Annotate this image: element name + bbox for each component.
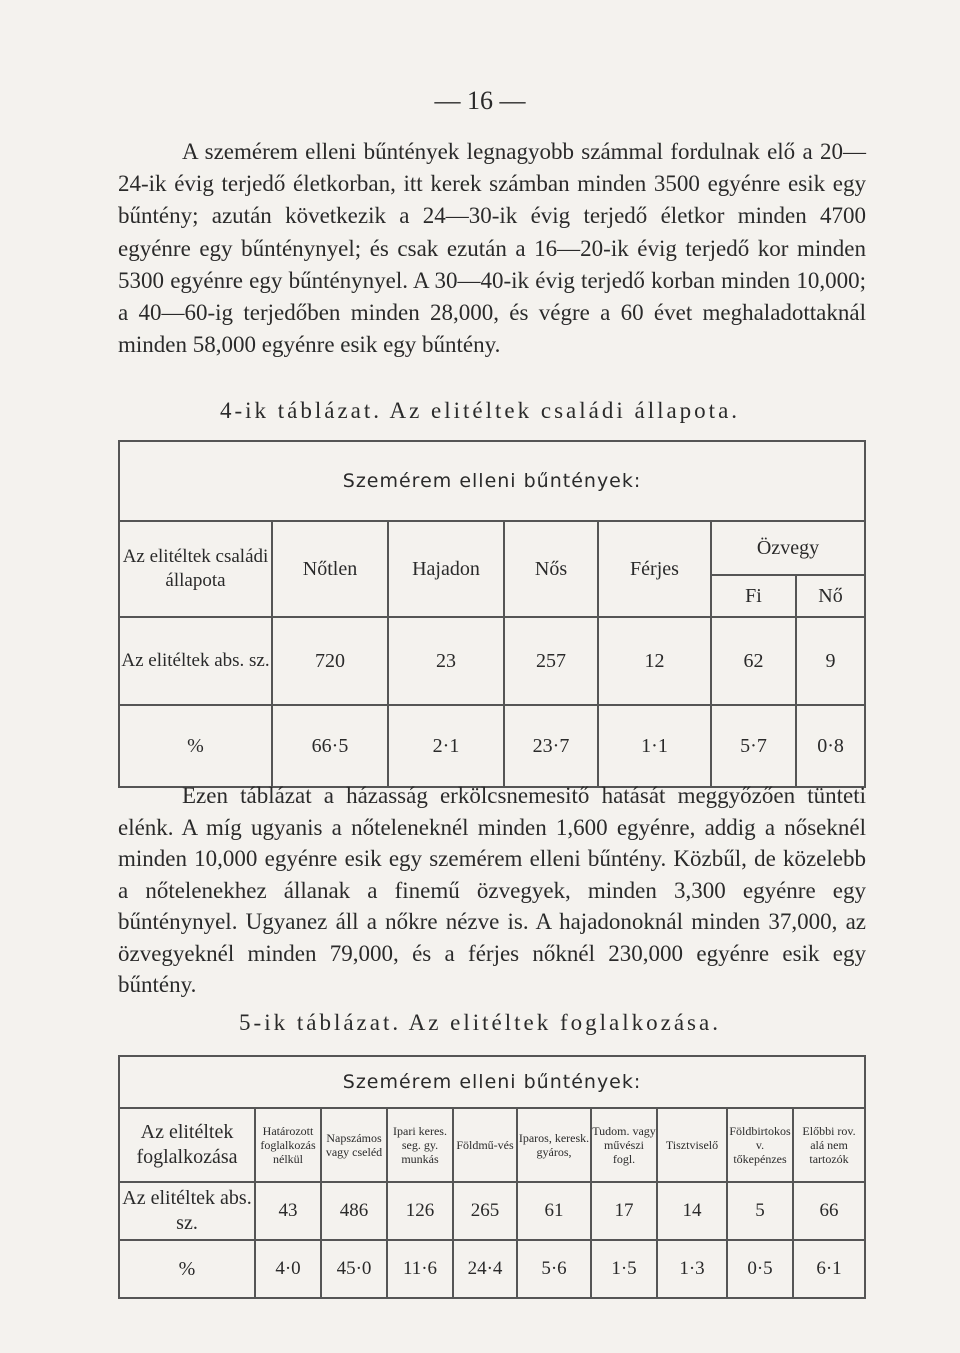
table-occupation	[118, 1055, 866, 1299]
paragraph-intro	[118, 136, 866, 361]
table5-col-7: Tisztviselő	[657, 1108, 727, 1182]
table4-cell: 2·1	[388, 705, 504, 787]
table-row	[119, 1240, 865, 1298]
table5-cell: 265	[453, 1182, 517, 1240]
table5-cell: 45·0	[321, 1240, 387, 1298]
table5-row-abs-label: Az elitéltek abs. sz.	[119, 1182, 255, 1240]
table5-col-1: Határozott foglalkozás nélkül	[255, 1108, 321, 1182]
table-marital-status	[118, 440, 866, 788]
table4-cell: 23	[388, 617, 504, 705]
table5-cell: 5·6	[517, 1240, 591, 1298]
table4-col-ozvegy-no: Nő	[796, 575, 865, 617]
table5-col-3: Ipari keres. seg. gy. munkás	[387, 1108, 453, 1182]
table5-col-5: Iparos, keresk. gyáros,	[517, 1108, 591, 1182]
table4-cell: 1·1	[598, 705, 711, 787]
table5-cell: 126	[387, 1182, 453, 1240]
table4-col-notlen: Nőtlen	[272, 521, 388, 617]
table5-cell: 0·5	[727, 1240, 793, 1298]
table5-cell: 6·1	[793, 1240, 865, 1298]
table5-cell: 486	[321, 1182, 387, 1240]
table4-row-label-header: Az elitéltek családi állapota	[119, 521, 272, 617]
table5-cell: 1·5	[591, 1240, 657, 1298]
table5-header: Szemérem elleni bűntények:	[119, 1056, 865, 1108]
table-row	[119, 617, 865, 705]
table4-cell: 62	[711, 617, 796, 705]
table5-cell: 61	[517, 1182, 591, 1240]
page-number: — 16 —	[434, 86, 526, 115]
table4-caption: 4-ik táblázat. Az elitéltek családi állapota.	[219, 398, 741, 423]
table5-cell: 11·6	[387, 1240, 453, 1298]
table5-col-2: Napszámos vagy cseléd	[321, 1108, 387, 1182]
table4-cell: 12	[598, 617, 711, 705]
table4-cell: 9	[796, 617, 865, 705]
table5-col-9: Előbbi rov. alá nem tartozók	[793, 1108, 865, 1182]
table4-cell: 0·8	[796, 705, 865, 787]
table4-cell: 5·7	[711, 705, 796, 787]
table5-row-pct-label: %	[119, 1240, 255, 1298]
table5-cell: 66	[793, 1182, 865, 1240]
table5-row-label-header: Az elitéltek foglalkozása	[119, 1108, 255, 1182]
table4-col-ferjes: Férjes	[598, 521, 711, 617]
table5-cell: 17	[591, 1182, 657, 1240]
table4-row-pct-label: %	[119, 705, 272, 787]
table4-cell: 720	[272, 617, 388, 705]
table5-caption: 5-ik táblázat. Az elitéltek foglalkozása.	[239, 1010, 721, 1035]
table5-cell: 43	[255, 1182, 321, 1240]
table5-col-8: Földbirtokos v. tőkepénzes	[727, 1108, 793, 1182]
paragraph-analysis	[118, 780, 866, 1001]
table5-cell: 24·4	[453, 1240, 517, 1298]
table5-cell: 1·3	[657, 1240, 727, 1298]
table5-cell: 5	[727, 1182, 793, 1240]
table4-col-hajadon: Hajadon	[388, 521, 504, 617]
paragraph-analysis-text: Ezen táblázat a házasság erkölcsnemesitő hatását meggyőzően tünteti elénk. A míg ugyanis a nőteleneknél minden 1,600 egyénre, addig a nőseknél minden 10,000 egyénre esik egy szemérem elleni bűntény. Közbűl, de közelebb a nőtelenekhez állanak a finemű özvegyek, minden 3,300 egyénre egy bűnténynyel. Ugyanez áll a nőkre nézve is. A hajadonoknál minden 37,000, az özvegyeknél minden 79,000, és a férjes nőknél 230,000 egyénre esik egy bűntény.	[118, 783, 866, 997]
table-row	[119, 705, 865, 787]
paragraph-intro-text: A szemérem elleni bűntények legnagyobb számmal fordulnak elő a 20—24-ik évig terjedő életkorban, itt kerek számban minden 3500 egyénre esik egy bűntény; azután következik a 24—30-ik évig terjedő életkor minden 4700 egyénre egy bűnténynyel; és csak ezután a 16—20-ik évig terjedő kor minden 5300 egyénre egy bűnténynyel. A 30—40-ik évig terjedő korban minden 10,000; a 40—60-ig terjedőben minden 28,000, és végre a 60 évet meghaladottaknál minden 58,000 egyénre esik egy bűntény.	[118, 139, 866, 358]
table5-cell: 4·0	[255, 1240, 321, 1298]
table5-cell: 14	[657, 1182, 727, 1240]
table4-col-nos: Nős	[504, 521, 598, 617]
table-row	[119, 1182, 865, 1240]
table5-col-4: Földmű-vés	[453, 1108, 517, 1182]
table4-cell: 23·7	[504, 705, 598, 787]
table4-col-ozvegy: Özvegy	[711, 521, 865, 575]
table4-row-abs-label: Az elitéltek abs. sz.	[119, 617, 272, 705]
table4-cell: 257	[504, 617, 598, 705]
table4-cell: 66·5	[272, 705, 388, 787]
table4-header: Szemérem elleni bűntények:	[119, 441, 865, 521]
table5-col-6: Tudom. vagy művészi fogl.	[591, 1108, 657, 1182]
table4-col-ozvegy-fi: Fi	[711, 575, 796, 617]
